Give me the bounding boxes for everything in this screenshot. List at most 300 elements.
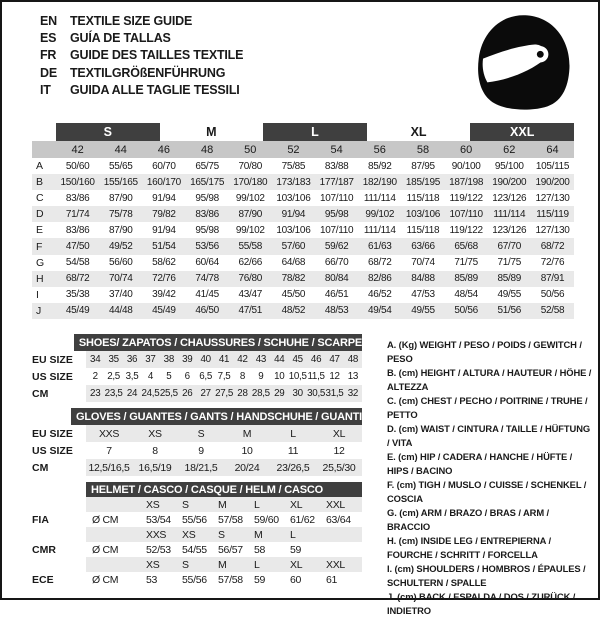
table-cell: 39 (182, 354, 193, 365)
table-cell: 8 (239, 371, 246, 382)
table-cell: 52/53 (146, 543, 171, 556)
row-values (56, 161, 574, 172)
row-label: CM (32, 461, 49, 474)
table-cell: 25,5 (159, 388, 178, 399)
table-cell: 95/98 (195, 224, 219, 236)
table-cell: 75/78 (108, 208, 133, 220)
table-row (32, 425, 362, 442)
table-cell: 65/68 (454, 241, 478, 253)
table-cell: 11 (287, 444, 299, 457)
table-row (32, 158, 574, 174)
table-cell: 51/56 (497, 305, 522, 317)
header-label-spacer (32, 408, 71, 425)
row-values (86, 459, 362, 476)
table-cell: 63/64 (326, 513, 351, 526)
table-cell: 35 (108, 354, 119, 365)
header-label-spacer (32, 334, 74, 351)
column-header-cell: 54 (330, 143, 343, 156)
table-cell: 182/190 (362, 176, 397, 188)
column-header-cell: 44 (114, 143, 127, 156)
table-cell: 87/91 (540, 273, 565, 285)
table-cell: XS (148, 427, 162, 440)
table-cell: 187/198 (449, 176, 484, 188)
language-code: IT (40, 82, 51, 97)
table-cell: 42 (237, 354, 248, 365)
table-cell: 38 (163, 354, 174, 365)
gloves-table (32, 408, 362, 476)
table-cell: 2,5 (107, 371, 120, 382)
legend-item: G. (cm) ARM / BRAZO / BRAS / ARM / BRACCIO (387, 507, 550, 532)
row-values (86, 527, 362, 542)
language-title: GUÍA DE TALLAS (70, 31, 171, 46)
table-cell: 36 (126, 354, 138, 365)
table-cell: S (197, 427, 205, 440)
table-cell: 54/55 (182, 543, 207, 556)
table-cell: 165/175 (190, 176, 225, 188)
table-cell: 87/90 (108, 224, 133, 236)
table-cell: 127/130 (535, 192, 570, 204)
table-cell: 155/165 (103, 176, 138, 188)
table-row (32, 527, 362, 542)
row-values (86, 385, 362, 402)
table-cell: 7 (106, 444, 112, 457)
table-cell: 91/94 (152, 224, 176, 236)
table-cell: 32 (347, 388, 359, 399)
row-values (86, 512, 362, 527)
column-header-cell: 60 (460, 143, 473, 156)
table-cell: 6,5 (199, 371, 212, 382)
table-row (32, 368, 362, 385)
table-cell: 72/76 (540, 257, 565, 269)
table-row (32, 271, 574, 287)
table-cell: XL (332, 427, 346, 440)
row-values (56, 305, 574, 316)
row-label: F (36, 240, 43, 253)
table-cell: 9 (198, 444, 204, 457)
table-cell: 12 (333, 444, 345, 457)
table-cell: L (290, 427, 296, 440)
measurement-legend (387, 338, 593, 618)
table-cell: 99/102 (365, 208, 395, 220)
table-cell: 24 (126, 388, 138, 399)
table-cell: 60 (290, 573, 302, 586)
table-cell: 56/57 (218, 543, 243, 556)
table-row (32, 206, 574, 222)
table-cell: 95/98 (324, 208, 349, 220)
table-cell: 85/89 (497, 273, 522, 285)
row-values (56, 257, 574, 268)
table-cell: 115/118 (406, 192, 440, 204)
table-cell: 3,5 (125, 371, 139, 382)
language-code: EN (40, 14, 57, 28)
legend-item: B. (cm) HEIGHT / ALTURA / HAUTEUR / HÖHE / ALTEZZA (387, 367, 592, 392)
table-cell: 80/84 (324, 273, 349, 285)
table-cell: 49/52 (108, 241, 133, 253)
size-band-row (32, 123, 574, 141)
row-label: US SIZE (32, 444, 73, 457)
row-values (56, 225, 574, 236)
table-cell: Ø CM (92, 513, 119, 526)
legend-item: C. (cm) CHEST / PECHO / POITRINE / TRUHE / PETTO (387, 395, 588, 420)
table-cell: S (182, 498, 189, 511)
row-label: E (36, 224, 44, 237)
row-values (56, 289, 574, 300)
table-cell: 23/26,5 (276, 461, 310, 474)
table-cell: 9 (258, 371, 264, 382)
table-cell: 99/102 (235, 224, 265, 236)
table-cell: 47/53 (411, 289, 435, 301)
table-cell: 27 (200, 388, 211, 399)
table-cell: 64/68 (281, 257, 306, 269)
size-band: XXL (470, 123, 574, 141)
table-cell: 119/122 (449, 224, 483, 236)
table-cell: 47/51 (238, 305, 263, 317)
table-cell: 29 (274, 388, 285, 399)
language-code: DE (40, 65, 57, 80)
legend-item: F. (cm) TIGH / MUSLO / CUISSE / SCHENKEL / COSCIA (387, 479, 587, 504)
table-cell: 91/94 (281, 208, 306, 220)
table-cell: 57/60 (281, 241, 306, 253)
table-cell: 177/187 (319, 176, 354, 188)
row-values (86, 442, 362, 459)
table-cell: 68/72 (65, 273, 90, 285)
size-table-body (32, 158, 574, 319)
table-cell: 60/70 (152, 160, 176, 172)
table-cell: 107/110 (449, 208, 483, 220)
row-values (86, 497, 362, 512)
table-cell: 45 (292, 354, 303, 365)
helmet-table (32, 482, 362, 587)
table-cell: 71/74 (65, 208, 90, 220)
table-cell: S (182, 558, 189, 571)
row-values (56, 193, 574, 204)
table-cell: 127/130 (535, 224, 570, 236)
row-values (86, 368, 362, 385)
row-label: H (36, 272, 44, 285)
table-cell: L (254, 498, 260, 511)
table-cell: 37/40 (108, 289, 133, 301)
table-cell: 105/115 (535, 160, 570, 172)
table-cell: 58 (254, 543, 266, 556)
table-row (32, 287, 574, 303)
column-header-cell: 52 (287, 143, 300, 156)
table-cell: 49/55 (411, 305, 435, 317)
table-cell: 12,5/16,5 (88, 461, 130, 474)
row-values (86, 572, 362, 587)
table-cell: 43/47 (238, 289, 263, 301)
table-cell: 85/89 (454, 273, 478, 285)
table-cell: 28 (237, 388, 248, 399)
legend-item: H. (cm) INSIDE LEG / ENTREPIERNA / FOURCHE / SCHRITT / FORCELLA (387, 535, 551, 560)
language-row (40, 30, 243, 47)
legend-item: J. (cm) BACK / ESPALDA / DOS / ZURÜCK / INDIETRO (387, 591, 576, 616)
table-cell: 59 (290, 543, 302, 556)
table-cell: 78/82 (281, 273, 306, 285)
language-row (40, 47, 243, 64)
shoes-table (32, 334, 362, 402)
table-row (32, 255, 574, 271)
row-label: A (36, 160, 44, 173)
table-cell: 61/62 (290, 513, 315, 526)
table-cell: 87/90 (108, 192, 133, 204)
row-label: I (36, 288, 39, 301)
table-row (32, 459, 362, 476)
table-cell: 85/92 (368, 160, 392, 172)
table-cell: 48/52 (281, 305, 306, 317)
table-cell: 43 (255, 354, 267, 365)
column-header-cell: 50 (244, 143, 257, 156)
table-cell: XXL (326, 558, 345, 571)
language-row (40, 13, 243, 30)
table-cell: 68/72 (368, 257, 392, 269)
row-values (56, 177, 574, 188)
language-row (40, 82, 243, 99)
language-title: GUIDA ALLE TAGLIE TESSILI (70, 82, 240, 97)
table-header-bar: SHOES/ ZAPATOS / CHAUSSURES / SCHUHE / SCARPE (74, 334, 362, 351)
table-row (32, 512, 362, 527)
table-cell: 111/114 (363, 192, 396, 204)
table-cell: 55/56 (182, 513, 207, 526)
legend-item: I. (cm) SHOULDERS / HOMBROS / ÉPAULES / SCHULTERN / SPALLE (387, 563, 586, 588)
row-label: C (36, 192, 44, 205)
table-cell: M (218, 558, 227, 571)
language-row (40, 65, 243, 82)
table-row (32, 572, 362, 587)
column-header-cell: 58 (416, 143, 430, 156)
table-cell: 40 (200, 354, 211, 365)
row-label: CM (32, 387, 49, 400)
table-cell: 27,5 (215, 388, 233, 399)
table-cell: 190/200 (492, 176, 527, 188)
row-values (86, 425, 362, 442)
table-row (32, 222, 574, 238)
table-cell: 50/56 (454, 305, 478, 317)
table-cell: 61 (326, 573, 338, 586)
column-header-cell: 46 (157, 143, 171, 156)
table-cell: 50/60 (65, 160, 90, 172)
table-cell: 52/58 (540, 305, 565, 317)
table-cell: 82/86 (368, 273, 392, 285)
size-band: S (56, 123, 160, 141)
table-cell: 173/183 (276, 176, 311, 188)
table-cell: 99/102 (235, 192, 265, 204)
table-cell: 71/75 (454, 257, 478, 269)
table-cell: 170/180 (233, 176, 268, 188)
table-cell: 54/58 (65, 257, 90, 269)
row-values (86, 542, 362, 557)
table-cell: 46/51 (324, 289, 349, 301)
column-header-cell: 62 (503, 143, 516, 156)
table-cell: 57/58 (218, 513, 243, 526)
column-header-cells (56, 144, 574, 156)
row-values (56, 273, 574, 284)
table-cell: 83/86 (65, 224, 90, 236)
table-cell: 56/60 (108, 257, 133, 269)
table-cell: 48 (347, 354, 359, 365)
table-cell: S (218, 528, 225, 541)
row-label (32, 497, 86, 512)
table-cell: 37 (145, 354, 156, 365)
table-cell: 79/82 (152, 208, 176, 220)
table-cell: XS (146, 498, 160, 511)
table-cell: 53/54 (146, 513, 171, 526)
table-cell: 49/54 (368, 305, 392, 317)
table-cell: 95/98 (195, 192, 219, 204)
table-cell: 50/56 (540, 289, 565, 301)
table-cell: 150/160 (60, 176, 95, 188)
row-label: D (36, 208, 44, 221)
table-cell: M (254, 528, 263, 541)
table-cell: 185/195 (405, 176, 440, 188)
table-cell: 55/58 (238, 241, 263, 253)
table-cell: 48/54 (454, 289, 478, 301)
table-cell: 123/126 (492, 224, 527, 236)
language-title: TEXTILE SIZE GUIDE (70, 14, 193, 28)
table-row (32, 303, 574, 319)
table-cell: 123/126 (492, 192, 527, 204)
table-cell: 53 (146, 573, 158, 586)
table-header-row (32, 482, 362, 497)
table-cell: 91/94 (152, 192, 176, 204)
table-cell: 10 (274, 371, 285, 382)
size-band: L (263, 123, 367, 141)
table-cell: XXS (146, 528, 167, 541)
table-cell: 2 (92, 371, 98, 382)
table-cell: 84/88 (411, 273, 435, 285)
row-label: J (36, 304, 42, 317)
table-cell: Ø CM (92, 543, 119, 556)
column-header-cell: 42 (71, 143, 84, 156)
table-cell: 59/60 (254, 513, 279, 526)
table-cell: 41 (218, 354, 230, 365)
table-cell: 6 (184, 371, 190, 382)
table-cell: 41/45 (195, 289, 219, 301)
table-cell: 55/56 (182, 573, 207, 586)
table-cell: 7,5 (217, 371, 231, 382)
column-header-row (32, 141, 574, 158)
table-cell: 25,5/30 (322, 461, 356, 474)
table-cell: 83/86 (195, 208, 219, 220)
table-row (32, 351, 362, 368)
table-cell: 70/74 (108, 273, 133, 285)
table-cell: 71/75 (497, 257, 522, 269)
table-cell: 53/56 (195, 241, 219, 253)
gloves-table-body (32, 425, 362, 476)
table-cell: Ø CM (92, 573, 119, 586)
table-cell: 115/119 (536, 208, 569, 220)
table-cell: 47 (329, 354, 340, 365)
table-cell: 103/106 (405, 208, 440, 220)
table-cell: 190/200 (535, 176, 570, 188)
table-cell: 119/122 (449, 192, 483, 204)
table-cell: 75/85 (281, 160, 306, 172)
shoes-table-body (32, 351, 362, 402)
table-row (32, 174, 574, 190)
table-cell: 76/80 (238, 273, 263, 285)
table-cell: 111/114 (493, 208, 526, 220)
table-cell: 68/72 (540, 241, 565, 253)
table-cell: 111/114 (363, 224, 396, 236)
table-cell: 72/76 (152, 273, 176, 285)
table-cell: 10 (241, 444, 253, 457)
table-row (32, 557, 362, 572)
row-values (56, 209, 574, 220)
table-cell: 66/70 (324, 257, 349, 269)
row-label: FIA (32, 513, 49, 526)
table-cell: 107/110 (319, 224, 354, 236)
table-cell: M (242, 427, 252, 440)
table-cell: 13 (347, 371, 359, 382)
table-cell: 39/42 (152, 289, 176, 301)
table-cell: 26 (182, 388, 193, 399)
row-values (86, 351, 362, 368)
table-cell: 18/21,5 (184, 461, 218, 474)
table-row (32, 238, 574, 254)
column-header-cell: 64 (546, 143, 559, 156)
language-title-list (40, 13, 243, 99)
table-cell: 115/118 (406, 224, 440, 236)
size-band: XL (410, 125, 427, 139)
table-cell: M (218, 498, 227, 511)
language-code: FR (40, 48, 57, 63)
table-cell: 57/58 (218, 573, 243, 586)
table-cell: 5 (166, 371, 172, 382)
table-cell: 95/100 (494, 160, 524, 172)
table-cell: 87/95 (411, 160, 435, 172)
table-cell: 46 (310, 354, 322, 365)
table-cell: 34 (90, 354, 101, 365)
table-cell: 58/62 (152, 257, 176, 269)
table-cell: 10,5 (288, 371, 307, 382)
table-cell: 160/170 (146, 176, 181, 188)
table-cell: 74/78 (195, 273, 219, 285)
size-band: M (206, 125, 217, 139)
table-cell: 103/106 (276, 192, 311, 204)
table-cell: 90/100 (451, 160, 481, 172)
textile-size-table (32, 123, 574, 319)
table-header-bar: HELMET / CASCO / CASQUE / HELM / CASCO (86, 482, 362, 497)
table-cell: 70/80 (238, 160, 263, 172)
table-cell: 11,5 (307, 371, 325, 382)
header-label-spacer (32, 482, 86, 497)
table-cell: 61/63 (368, 241, 392, 253)
row-values (56, 241, 574, 252)
racing-helmet-icon (464, 10, 582, 118)
table-row (32, 442, 362, 459)
language-code: ES (40, 31, 57, 46)
table-cell: 20/24 (234, 461, 260, 474)
table-cell: 51/54 (152, 241, 176, 253)
table-cell: 65/75 (195, 160, 219, 172)
table-cell: XL (290, 558, 303, 571)
table-cell: XXL (326, 498, 345, 511)
table-header-row (32, 334, 362, 351)
table-cell: L (254, 558, 260, 571)
helmet-table-body (32, 497, 362, 587)
table-cell: 83/88 (324, 160, 349, 172)
table-cell: 55/65 (108, 160, 133, 172)
row-label (32, 527, 86, 542)
table-cell: 23,5 (104, 388, 123, 399)
table-cell: L (290, 528, 296, 541)
row-label: B (36, 176, 44, 189)
table-cell: 48/53 (324, 305, 349, 317)
table-header-bar: GLOVES / GUANTES / GANTS / HANDSCHUHE / GUANTI (71, 408, 362, 425)
row-label: US SIZE (32, 370, 73, 383)
table-cell: 59/62 (324, 241, 349, 253)
language-title: GUIDE DES TAILLES TEXTILE (70, 48, 244, 63)
table-cell: 45/50 (281, 289, 306, 301)
